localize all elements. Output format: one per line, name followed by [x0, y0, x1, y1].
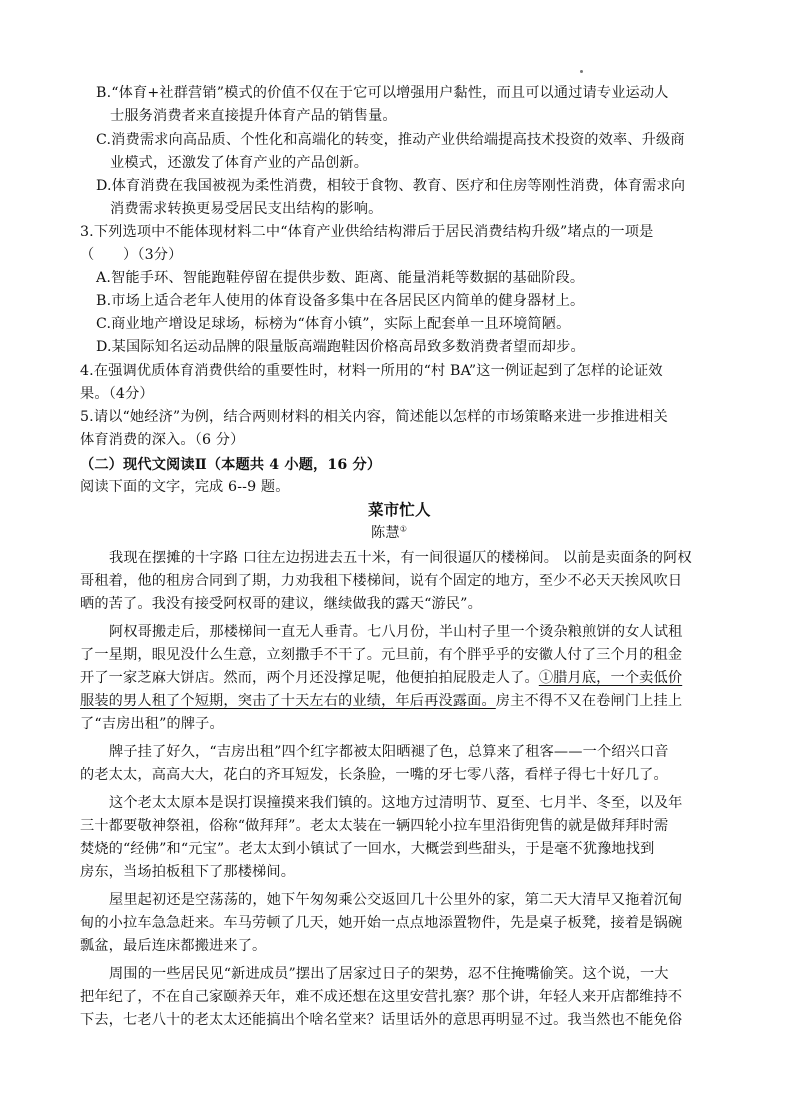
- author-name: 陈慧: [371, 525, 400, 541]
- p2-underlined-sentence-end: 服装的男人租了个短期，突击了十天左右的业绩，年后再没露面。: [80, 693, 496, 709]
- p2-line3-plain: 开了一家芝麻大饼店。然而，两个月还没撑足呢，他便拍拍屁股走人了。: [80, 670, 539, 686]
- p3-line1: 牌子挂了好久，“吉房出租”四个红字都被太阳晒褪了色，总算来了租客——一个绍兴口音: [109, 744, 669, 760]
- p4-line3: 焚烧的“经佛”和“元宝”。老太太到小镇试了一回水，大概尝到些甜头，于是毫不犹豫地找到: [80, 841, 655, 857]
- p6-line3: 下去，七老八十的老太太还能搞出个啥名堂来？话里话外的意思再明显不过。我当然也不能免俗: [80, 1012, 683, 1028]
- p1-line3: 晒的苦了。我没有接受阿权哥的建议，继续做我的露天“游民”。: [80, 596, 482, 612]
- q3-option-c: C.商业地产增设足球场，标榜为“体育小镇”，实际上配套单一且环境简陋。: [96, 316, 571, 332]
- q5-line2: 体育消费的深入。（6 分）: [80, 432, 245, 448]
- article-title: 菜市忙人: [368, 500, 431, 519]
- section-heading: （二）现代文阅读Ⅱ（本题共 4 小题，16 分）: [80, 457, 382, 473]
- p2-line4: [80, 691, 682, 711]
- p4-line2: 三十都要敬神祭祖，俗称“做拜拜”。老太太装在一辆四轮小拉车里沿街兜售的就是做拜拜时需: [80, 818, 669, 834]
- q3-stem-line1: 3.下列选项中不能体现材料二中“体育产业供给结构滞后于居民消费结构升级”堵点的一项是: [80, 224, 654, 240]
- q5-line1: 5.请以“她经济”为例，结合两则材料的相关内容，简述能以怎样的市场策略来进一步推进相关: [80, 409, 668, 425]
- q2-option-d-line1: D.体育消费在我国被视为柔性消费，相较于食物、教育、医疗和住房等刚性消费，体育需求向: [96, 178, 686, 194]
- p4-line4: 房东，当场拍板租下了那楼梯间。: [80, 864, 296, 880]
- q2-option-b-line1: B.“体育+社群营销”模式的价值不仅在于它可以增强用户黏性，而且可以通过请专业运动人: [96, 85, 669, 101]
- section-instruction: 阅读下面的文字，完成 6--9 题。: [80, 479, 290, 495]
- p5-line3: 瓢盆，最后连床都搬进来了。: [80, 938, 267, 954]
- p6-line1: 周围的一些居民见“新进成员”摆出了居家过日子的架势，忍不住掩嘴偷笑。这个说，一大: [109, 966, 669, 982]
- q3-option-d: D.某国际知名运动品牌的限量版高端跑鞋因价格高昂致多数消费者望而却步。: [96, 339, 585, 355]
- author-footnote-mark: ①: [399, 524, 408, 534]
- p5-line1: 屋里起初还是空荡荡的，她下午匆匆乘公交返回几十公里外的家，第二天大清早又拖着沉甸: [109, 892, 683, 908]
- p4-line1: 这个老太太原本是误打误撞摸来我们镇的。这地方过清明节、夏至、七月半、冬至，以及年: [109, 795, 683, 811]
- p2-line1: 阿权哥搬走后，那楼梯间一直无人垂青。七八月份，半山村子里一个烫杂粮煎饼的女人试租: [109, 624, 683, 640]
- scan-speck: [580, 70, 583, 73]
- q4-line1: 4.在强调优质体育消费供给的重要性时，材料一所用的“村 BA”这一例证起到了怎样的论证效: [80, 363, 663, 379]
- q2-option-c-line1: C.消费需求向高品质、个性化和高端化的转变，推动产业供给端提高技术投资的效率、升级商: [96, 132, 685, 148]
- q4-line2: 果。（4分）: [80, 386, 154, 402]
- p3-line2: 的老太太，高高大大，花白的齐耳短发，长条脸，一嘴的牙七零八落，看样子得七十好几了。: [80, 767, 668, 783]
- q3-stem-line2: （ ）（3分）: [80, 247, 183, 263]
- p2-line3: [80, 668, 682, 688]
- p1-line2: 哥租着，他的租房合同到了期，力劝我租下楼梯间，说有个固定的地方，至少不必天天挨风吹日: [80, 573, 683, 589]
- q3-option-b: B.市场上适合老年人使用的体育设备多集中在各居民区内简单的健身器材上。: [96, 293, 585, 309]
- p2-underlined-sentence-start: ①腊月底，一个卖低价: [538, 670, 683, 686]
- p1-line1: 我现在摆摊的十字路 口往左边拐进去五十米，有一间很逼仄的楼梯间。 以前是卖面条的阿权: [109, 550, 692, 566]
- p2-line5: 了“吉房出租”的牌子。: [80, 716, 224, 732]
- q2-option-d-line2: 消费需求转换更易受居民支出结构的影响。: [110, 201, 383, 217]
- p5-line2: 甸的小拉车急急赶来。车马劳顿了几天，她开始一点点地添置物件，先是桌子板凳，接着是锅碗: [80, 915, 683, 931]
- q2-option-b-line2: 士服务消费者来直接提升体育产品的销售量。: [110, 108, 397, 124]
- q3-option-a: A.智能手环、智能跑鞋停留在提供步数、距离、能量消耗等数据的基础阶段。: [96, 270, 585, 286]
- p6-line2: 把年纪了，不在自己家颐养天年，难不成还想在这里安营扎寨？那个讲，年轻人来开店都维持不: [80, 989, 683, 1005]
- p2-line2: 了一星期，眼见没什么生意，立刻撒手不干了。元旦前，有个胖乎乎的安徽人付了三个月的租金: [80, 647, 683, 663]
- q2-option-c-line2: 业模式，还激发了体育产业的产品创新。: [110, 155, 369, 171]
- article-author: [371, 523, 407, 543]
- p2-line4-plain: 房主不得不又在卷闸门上挂上: [495, 693, 683, 709]
